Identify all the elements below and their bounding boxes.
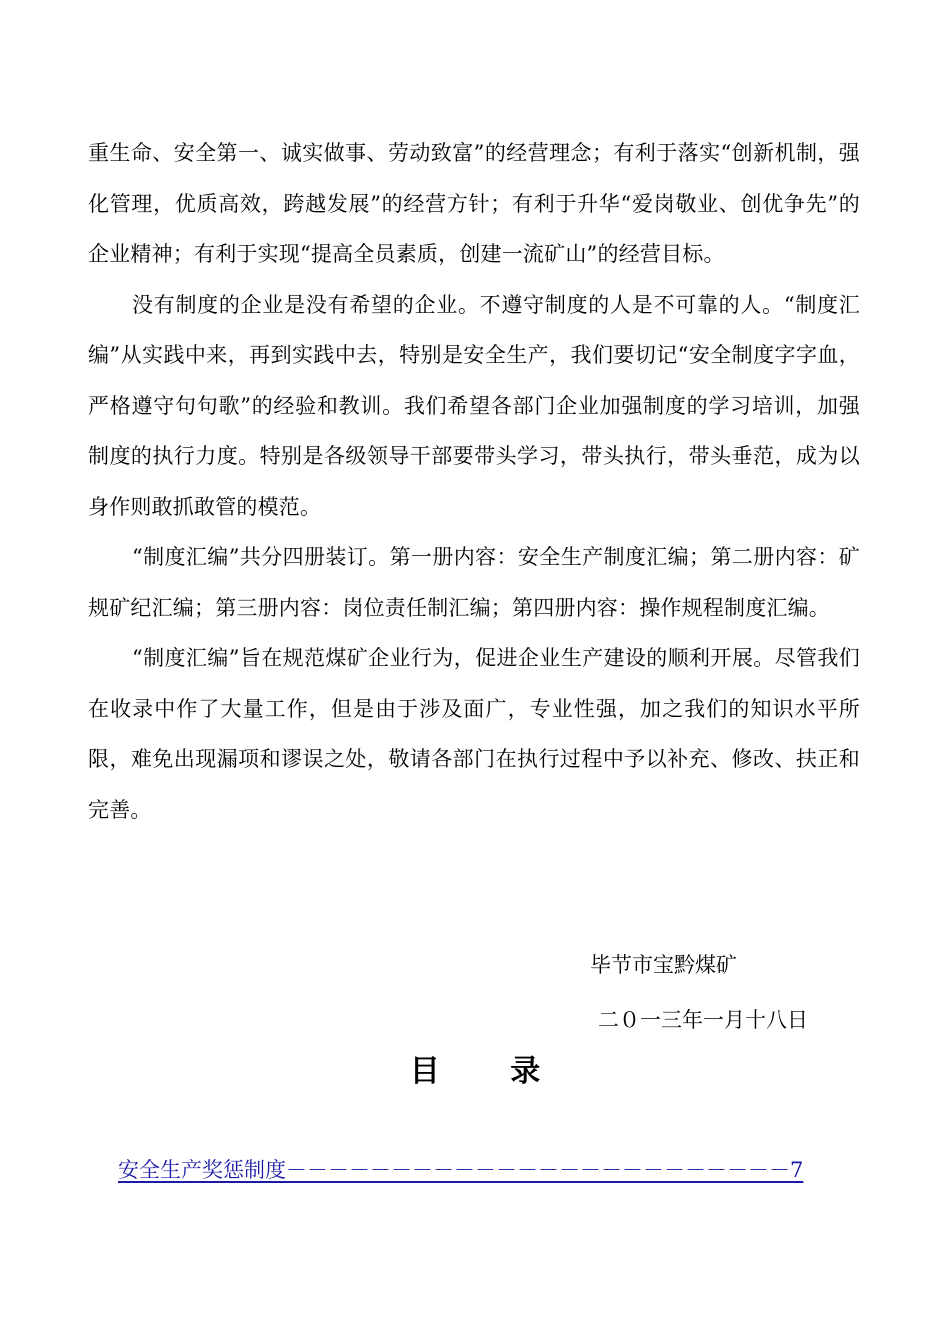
paragraph-continuation: 重生命、安全第一、诚实做事、劳动致富”的经营理念；有利于落实“创新机制，强化管理，优质高效，跨越发展”的经营方针；有利于升华“爱岗敬业、创优争先”的企业精神；有利于实现“提高全员素质，创建一流矿山”的经营目标。 [88,141,860,266]
paragraph-volumes: “制度汇编”共分四册装订。第一册内容：安全生产制度汇编；第二册内容：矿规矿纪汇编；第三册内容：岗位责任制汇编；第四册内容：操作规程制度汇编。 [88,545,860,620]
signature-organization: 毕节市宝黔煤矿 [590,953,737,977]
signature-date: 二０一三年一月十八日 [598,1008,808,1032]
body-text [88,128,860,835]
toc-list [118,1152,878,1188]
toc-entry-link[interactable]: 安全生产奖惩制度－－－－－－－－－－－－－－－－－－－－－－－－7 [118,1158,804,1182]
toc-title: 目 录 [409,1054,571,1089]
paragraph-system-importance: 没有制度的企业是没有希望的企业。不遵守制度的人是不可靠的人。“制度汇编”从实践中来，再到实践中去，特别是安全生产，我们要切记“安全制度字字血，严格遵守句句歌”的经验和教训。我们希望各部门企业加强制度的学习培训，加强制度的执行力度。特别是各级领导干部要带头学习，带头执行，带头垂范，成为以身作则敢抓敢管的模范。 [88,292,860,519]
paragraph-purpose: “制度汇编”旨在规范煤矿企业行为，促进企业生产建设的顺利开展。尽管我们在收录中作了大量工作，但是由于涉及面广，专业性强，加之我们的知识水平所限，难免出现漏项和谬误之处，敬请各部门在执行过程中予以补充、修改、扶正和完善。 [88,646,860,822]
